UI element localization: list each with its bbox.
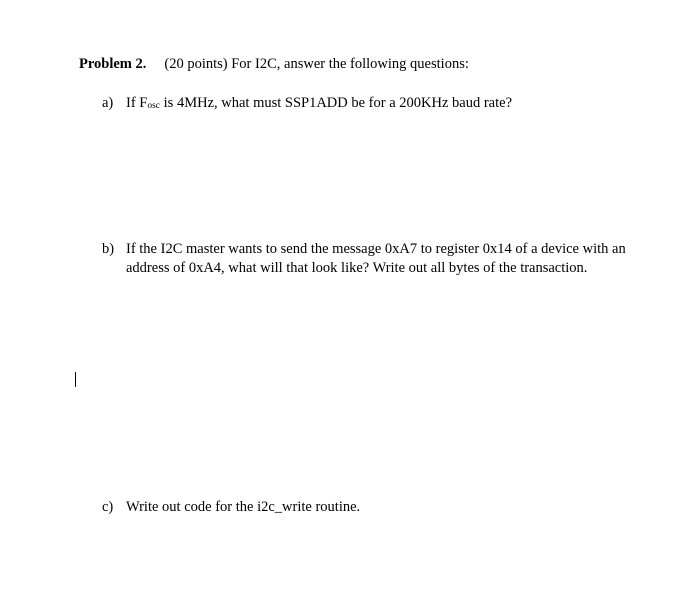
question-c <box>102 498 636 517</box>
text-cursor[interactable] <box>75 372 76 387</box>
question-marker: b) <box>102 241 115 257</box>
question-a <box>102 94 636 115</box>
question-text-start: If F <box>126 95 148 111</box>
frequency-subscript: osc <box>147 101 161 111</box>
question-marker: a) <box>102 95 114 111</box>
question-b <box>102 240 636 278</box>
problem-label: Problem 2. <box>79 56 147 72</box>
problem-points-text: (20 points) For I2C, answer the following questions: <box>164 56 469 72</box>
question-text: If the I2C master wants to send the message 0xA7 to register 0x14 of a device with an address of 0xA4, what will that look like? Write out all bytes of the transaction. <box>126 241 626 276</box>
question-text: Write out code for the i2c_write routine. <box>126 499 361 515</box>
question-text-end: is 4MHz, what must SSP1ADD be for a 200KHz baud rate? <box>160 95 513 111</box>
question-text <box>126 94 636 115</box>
question-marker: c) <box>102 499 114 515</box>
problem-heading <box>79 56 469 73</box>
